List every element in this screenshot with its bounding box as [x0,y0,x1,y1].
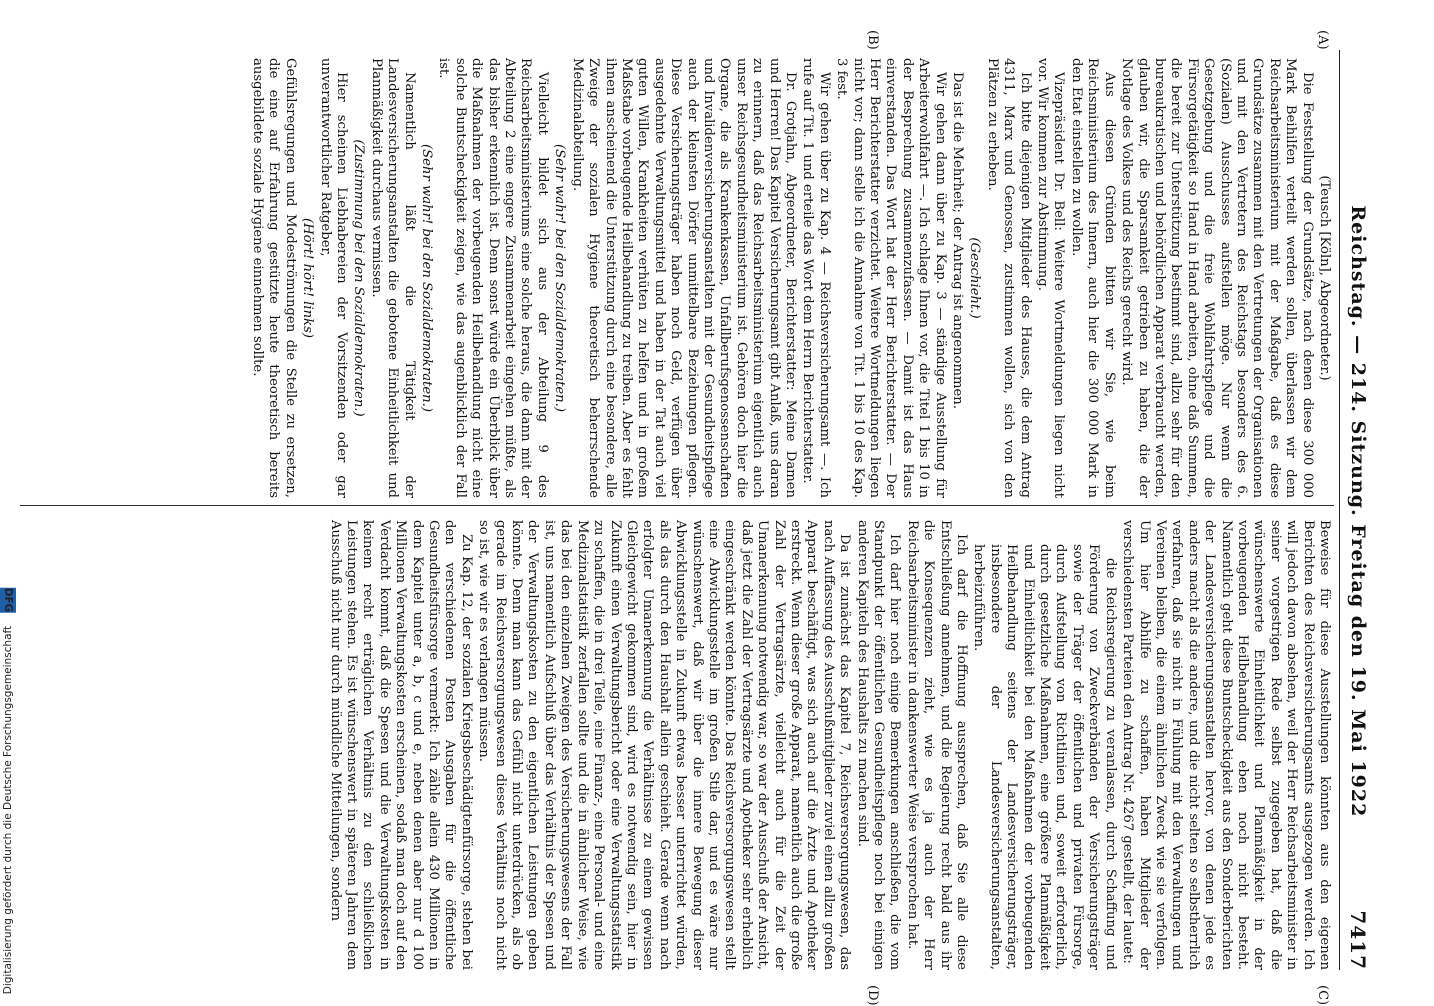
paragraph: Das ist die Mehrheit; der Antrag ist angenommen. [950,72,966,409]
paragraph: Aus diesen Gründen bitten wir Sie, wie beim Reichsministerium des Innern, auch hier die 300 000 Mark in den Etat einstellen zu wollen. [1068,58,1117,498]
paragraph: Da ist zunächst das Kapitel 7, Reichsversorgungswesen, das nach Auffassung des Ausschußmitglieder zuviel einen allzu großen Apparat beschäftigt, was sich auch auf die Ärzte und Apotheker erstreckt. Wenn dieser große Apparat, namentlich auch die große Zahl der Vertragsärzte, vielleicht auch für die Zeit der Umanerkennung notwendig war, so war der Ausschuß der Ansicht, daß jetzt die Zahl der Vertragsärzte und Apotheker sehr erheblich eingeschränkt werden könnte. Das Reichsversorgungswesen stellt eine Abwicklungsstelle im großen Stile dar, und es wäre nur wünschenswert, daß wir über die innere Bewegung dieser Abwicklungsstelle in Zukunft etwas besser unterrichtet würden, als das durch den Haushalt allein geschieht. Gerade wenn nach erfolgter Umanerkennung die Verhältnisse zu einem gewissen Gleichgewicht gekommen sind, wird es notwendig sein, hier in Zukunft einen Verwaltungsbericht oder eine Verwaltungsstatistik zu schaffen, die in drei Teile, eine Finanz-, eine Personal- und eine Medizinalstatistik zerfallen sollte und die in ähnlicher Weise, wie das bei den einzelnen Zweigen des Versicherungswesens der Fall ist, uns namentlich Aufschluß über das Verhältnis der Spesen und der Verwaltungskosten zu den eigentlichen Leistungen geben könnte. Denn man kann das Gefühl nicht unterdrücken, als ob gerade im Reichsversorgungswesen dieses Verhältnis noch nicht so ist, wie wir es verlangen müssen. [476,520,853,970]
column-divider [20,505,1334,506]
page-title: Reichstag. — 214. Sitzung. Freitag den 19. Mai 1922 [1347,205,1369,818]
digitization-credit [0,0,16,1000]
paragraph: Wir gehen dann über zu Kap. 3 — ständige Ausstellung für Arbeiterwohlfahrt —. Ich schlage Ihnen vor, die Titel 1 bis 10 in der Besprechung zusammenzufassen. — Damit ist das Haus einverstanden. Das Wort hat der Herr Berichterstatter. — Der Herr Berichterstatter verzichtet. Weitere Wortmeldungen liegen nicht vor; dann stelle ich die Annahme von Tit. 1 bis 10 des Kap. 3 fest. [834,58,948,498]
margin-mark-c: (C) [1315,985,1330,1006]
interjection: (Sehr wahr! bei den Sozialdemokraten.) [552,144,568,412]
paragraph: Ich bitte diejenigen Mitglieder des Hauses, die dem Antrag 4311, Marx und Genossen, zustimmen wollen, sich von den Plätzen zu erheben. [984,58,1033,498]
margin-mark-b: (B) [865,30,880,50]
paragraph: (Teusch [Köln], Abgeordneter.) [1317,175,1332,381]
dfg-logo: DFG [2,587,14,613]
paragraph: Gefühlsregungen und Modeströmungen die Stelle zu ersetzen, die eine auf Erfahrung gestützte heute theoretisch bereits ausgebildete soziale Hygiene einnehmen sollte. [250,58,298,498]
left-column [248,58,1332,498]
paragraph: Dr. Grotjahn, Abgeordneter, Berichterstatter: Meine Damen und Herren! Das Kapitel Versicherungsamt gibt Anlaß, uns daran zu erinnern, daß das Reichsarbeitsministerium eigentlich auch unser Reichsgesundheitsministerium ist. Gehören doch hier die Organe, die als Krankenkassen, Unfallberufsgenossenschaften und Invalidenversicherungsanstalten mit der Gesundheitspflege auch der kleinsten Dörfer unmittelbare Beziehungen pflegen. Diese Versicherungsträger haben noch Geld, verfügen über ausgedehnte Verwaltungsmittel und haben in der Tat auch viel guten Willen, Krankheiten verhüten zu helfen und in großem Maßstabe vorbeugende Heilbehandlung zu treiben. Aber es fehlt ihnen anscheinend die Unterstützung durch eine besondere, alle Zweige der sozialen Hygiene theoretisch beherrschende Medizinalabteilung. [569,58,798,498]
paragraph: Zu Kap. 12, der sozialen Kriegsbeschädigtenfürsorge, stehen bei den verschiedenen Posten Ausgaben für die öffentliche Gesundheitsfürsorge vermerkt: Ich zähle allein 430 Millionen in dem Kapitel unter a, b, c und e, neben denen aber nur d 100 Millionen Verwaltungskosten erscheinen, sodaß man doch auf den Verdacht kommt, daß die Spesen und die Verwaltungskosten in keinem recht erträglichen Verhältnis zu den schließlichen Leistungen stehen. Es ist wünschenswert in späteren Jahren dem Ausschuß nicht nur durch mündliche Mitteilungen, sondern [327,520,474,970]
margin-mark-a: (A) [1315,30,1330,50]
right-column [325,520,1332,970]
paragraph: Beweise für diese Ausstellungen könnten aus den eigenen Berichten des Reichsversicherungsamts ausgezogen werden. Ich will jedoch davon absehen, weil der Herr Reichsarbeitsminister in seiner vorgestrigen Rede selbst zugegeben hat, daß die wünschenswerte Einheitlichkeit und Planmäßigkeit in der vorbeugenden Heilbehandlung eben noch nicht besteht. Namentlich geht diese Buntscheckigkeit aus den Sonderberichten der Landesversicherungsanstalten hervor, von denen jede es anders macht als die andere, und die nicht selten so selbstherrlich verfahren, daß sie nicht in Fühlung mit den Verwaltungen und Vereinen bleiben, die einem ähnlichen Zweck wie sie verfolgen. Um hier Abhilfe zu schaffen, haben Mitglieder der verschiedensten Parteien den Antrag Nr. 4267 gestellt, der lautet: [1120,520,1332,970]
interjection: (Geschieht.) [967,237,983,319]
running-head [1344,60,1372,970]
quoted-motion: die Reichsregierung zu veranlassen, durch Schaffung und Förderung von Zweckverbänden der Versicherungsträger sowie der Träger der öffentlichen und privaten Fürsorge, durch Aufstellung von Richtlinien und, soweit erforderlich, durch gesetzliche Maßnahmen, eine größere Planmäßigkeit und Einheitlichkeit bei den Maßnahmen der vorbeugenden Heilbehandlung seitens der Landesversicherungsträger, insbesondere der Landesversicherungsanstalten, herbeizuführen. [971,544,1118,970]
paragraph: Ich darf die Hoffnung aussprechen, daß Sie alle diese Entschließung annehmen, und die Regierung recht bald aus ihr die Konsequenzen zieht, wie es ja auch der Herr Reichsarbeitsminister in dankenswerter Weise versprochen hat. [904,520,970,970]
paragraph: Namentlich läßt die Tätigkeit der Landesversicherungsanstalten die gebotene Einheitlichkeit und Planmäßigkeit durchaus vermissen. [368,58,417,498]
paragraph: Die Feststellung der Grundsätze, nach denen diese 300 000 Mark Beihilfen verteilt werden sollen, überlassen wir dem Reichsarbeitsministerium mit der Maßgabe, daß es diese Grundsätze zusammen mit den Vertretungen der Organisationen und mit den Vertretern des Reichstags besonders des 6. (Sozialen) Ausschusses aufstellen möge. Nur wenn die Gesetzgebung und die freie Wohlfahrtspflege und die Fürsorgetätigkeit so Hand in Hand arbeiten, ohne daß Summen, die bereit zur Unterstützung bestimmt sind, allzu sehr für den bureaukratischen und behördlichen Apparat verbraucht werden, glauben wir, die Sparsamkeit getrieben zu haben, die der Notlage des Volkes und des Reichs gerecht wird. [1119,58,1315,498]
paragraph: Vielleicht bildet sich aus der Abteilung 9 des Reichsarbeitsministeriums eine solche heraus, die dann mit der Abteilung 2 eine engere Zusammenarbeit eingehen müßte, als das bisher erkennlich ist. Denn sonst würde ein Überblick über die Maßnahmen der vorbeugenden Heilbehandlung nicht eine solche Buntscheckigkeit zeigen, wie das augenblicklich der Fall ist. [436,58,550,498]
interjection: (Sehr wahr! bei den Sozialdemokraten.) [419,144,435,412]
page-number-display: 7417 [1346,910,1370,970]
margin-mark-d: (D) [865,985,880,1006]
interjection: (Zustimmung bei den Sozialdemokraten.) [351,139,367,417]
paragraph: Wir gehen über zu Kap. 4 — Reichsversicherungsamt —. Ich rufe auf Tit. 1 und erteile das Wort dem Herrn Berichterstatter. [800,58,832,498]
paragraph: Vizepräsident Dr. Bell: Weitere Wortmeldungen liegen nicht vor. Wir kommen zur Abstimmung. [1035,58,1067,498]
paragraph: Ich darf hier noch einige Bemerkungen anschließen, die vom Standpunkt der öffentlichen Gesundheitspflege noch bei einigen anderen Kapiteln des Haushalts zu machen sind. [854,520,903,970]
header-rule [1339,50,1340,970]
paragraph: Hier scheinen Liebhabereien der Vorsitzenden oder gar unverantwortlicher Ratgeber, [317,58,350,498]
interjection: (Hört! hört! links) [300,217,316,339]
credit-text: Digitalisierung gefördert durch die Deutsche Forschungsgemeinschaft [2,625,14,994]
